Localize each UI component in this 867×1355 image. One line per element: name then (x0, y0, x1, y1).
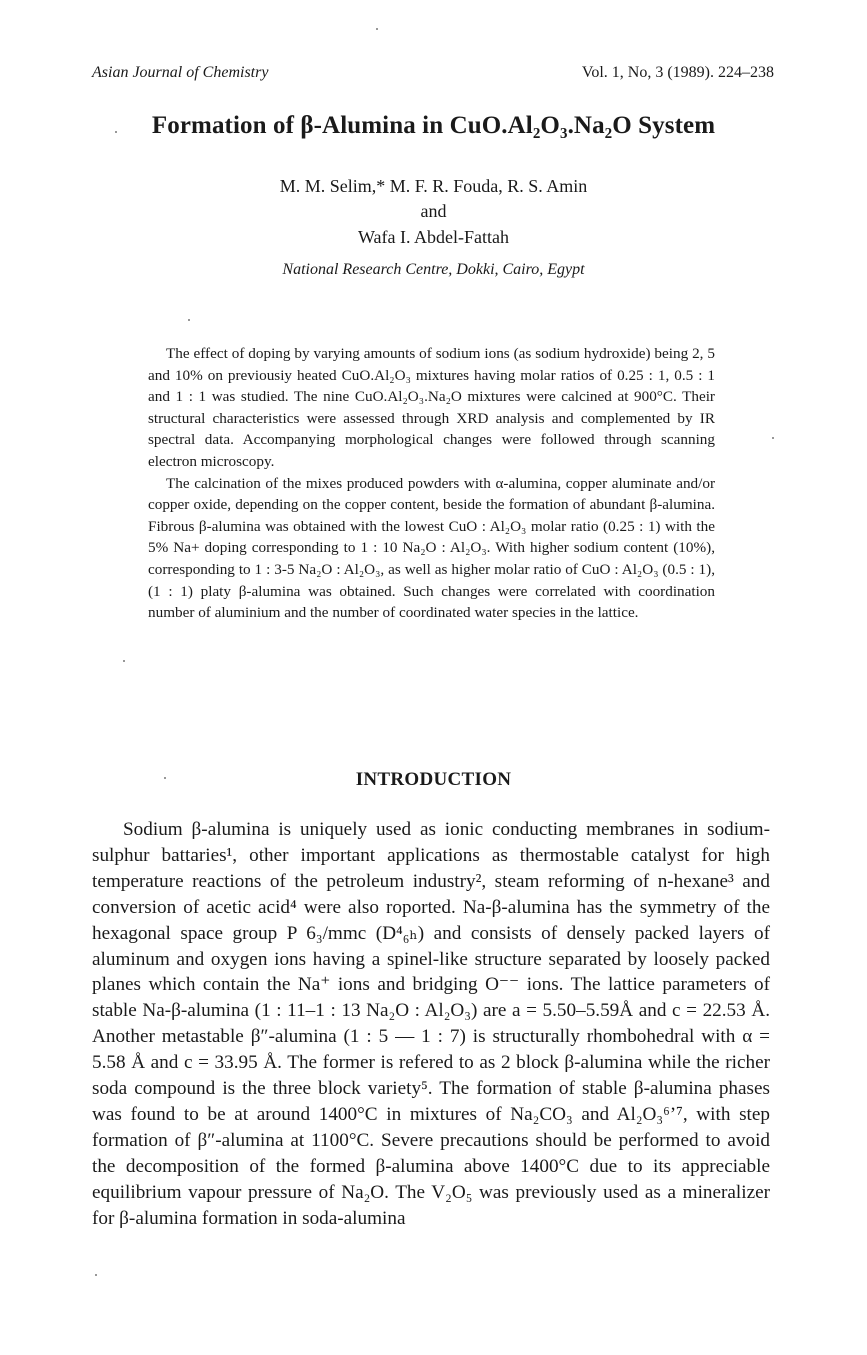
scan-speck (376, 28, 378, 30)
scan-speck (188, 319, 190, 321)
authors-conjunction: and (420, 201, 447, 221)
introduction-paragraph-1: Sodium β-alumina is uniquely used as ionic conducting membranes in sodium-sulphur battaries¹, other important applications as thermostable catalyst for high temperature reactions of the petroleum industry², steam reforming of n-hexane³ and conversion of acetic acid⁴ were also roported. Na-β-alumina has the symmetry of the hexagonal space group P 6₃/mmc (D⁴₆ₕ) and consists of densely packed layers of aluminum and oxygen ions having a spinel-like structure separated by loosely packed planes which contain the Na⁺ ions and bridging O⁻⁻ ions. The lattice parameters of stable Na-β-alumina (1 : 11–1 : 13 Na₂O : Al₂O₃) are a = 5.50–5.59Å and c = 22.53 Å. Another metastable β″-alumina (1 : 5 — 1 : 7) is structurally rhombohedral with α = 5.58 Å and c = 33.95 Å. The former is refered to as 2 block β-alumina while the richer soda compound is the three block variety⁵. The formation of stable β-alumina phases was found to be at around 1400°C in mixtures of Na₂CO₃ and Al₂O₃⁶ʼ⁷, with step formation of β″-alumina at 1100°C. Severe precautions should be performed to avoid the decomposition of the formed β-alumina above 1400°C due to its appreciable equilibrium vapour pressure of Na₂O. The V₂O₅ was previously used as a mineralizer for β-alumina formation in soda-alumina (92, 819, 770, 1229)
scan-speck (95, 1274, 97, 1276)
abstract-paragraph-2: The calcination of the mixes produced powders with α-alumina, copper aluminate and/or copper oxide, depending on the copper content, beside the formation of abundant β-alumina. Fibrous β-alumina was obtained with the lowest CuO : Al₂O₃ molar ratio (0.25 : 1) with the 5% Na+ doping corresponding to 1 : 10 Na₂O : Al₂O₃. With higher sodium content (10%), corresponding to 1 : 3-5 Na₂O : Al₂O₃, as well as higher molar ratio of CuO : Al₂O₃ (0.5 : 1), (1 : 1) platy β-alumina was obtained. Such changes were correlated with coordination number of aluminium and the number of coordinated water species in the lattice. (148, 474, 715, 622)
affiliation: National Research Centre, Dokki, Cairo, Egypt (282, 261, 585, 278)
authors-line-2: Wafa I. Abdel-Fattah (358, 227, 509, 247)
journal-name: Asian Journal of Chemistry (92, 64, 269, 81)
introduction-body (92, 817, 770, 1232)
abstract-paragraph-1: The effect of doping by varying amounts of sodium ions (as sodium hydroxide) being 2, 5 and 10% on previousiy heated CuO.Al₂O₃ mixtures having molar ratios of 0.25 : 1, 0.5 : 1 and 1 : 1 was studied. The nine CuO.Al₂O₃.Na₂O mixtures were calcined at 900°C. Their structural characteristics were assessed through XRD analysis and complemented by IR spectral data. Accompanying morphological changes were followed through scanning electron microscopy. (148, 345, 715, 470)
authors-line-1: M. M. Selim,* M. F. R. Fouda, R. S. Amin (279, 176, 588, 196)
abstract (148, 343, 715, 624)
scan-speck (772, 437, 774, 439)
volume-info: Vol. 1, No, 3 (1989). 224–238 (581, 64, 774, 81)
paper-title: Formation of β-Alumina in CuO.Al₂O₃.Na₂O System (151, 112, 716, 139)
section-heading-introduction: INTRODUCTION (355, 769, 512, 790)
scan-speck (123, 660, 125, 662)
scan-speck (115, 131, 117, 133)
scan-speck (164, 777, 166, 779)
running-header (92, 64, 774, 86)
